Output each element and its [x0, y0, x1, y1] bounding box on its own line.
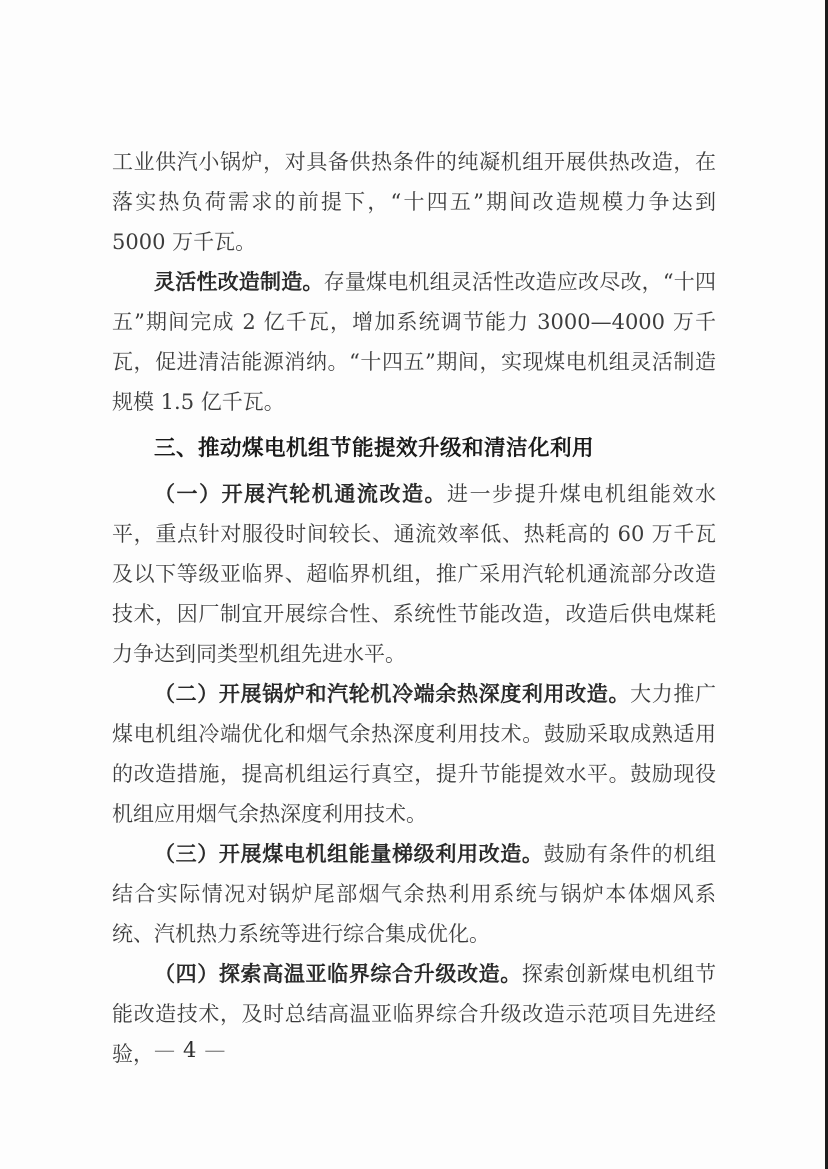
paragraph-item-3-body: 鼓励有条件的机组结合实际情况对锅炉尾部烟气余热利用系统与锅炉本体烟风系统、汽机热力系统等进行综合集成优化。 [112, 842, 717, 946]
paragraph-item-3-lead: （三）开展煤电机组能量梯级利用改造。 [154, 841, 544, 866]
paragraph-item-4-body: 探索创新煤电机组节能改造技术，及时总结高温亚临界综合升级改造示范项目先进经验， [112, 962, 717, 1066]
paragraph-flexibility-lead: 灵活性改造制造。 [154, 269, 324, 294]
paragraph-flexibility-body: 存量煤电机组灵活性改造应改尽改，“十四五”期间完成 2 亿千瓦，增加系统调节能力 3000—4000 万千瓦，促进清洁能源消纳。“十四五”期间，实现煤电机组灵活制造规模 1.5 亿千瓦。 [112, 270, 717, 414]
page-footer [146, 1036, 233, 1064]
page-number: 4 [183, 1038, 197, 1062]
paragraph-item-1-lead: （一）开展汽轮机通流改造。 [154, 481, 448, 506]
document-body [112, 142, 716, 1074]
paragraph-flexibility-retrofit [112, 262, 716, 422]
paragraph-item-1 [112, 474, 716, 674]
paragraph-item-3 [112, 834, 716, 954]
paragraph-item-1-body: 进一步提升煤电机组能效水平，重点针对服役时间较长、通流效率低、热耗高的 60 万千瓦及以下等级亚临界、超临界机组，推广采用汽轮机通流部分改造技术，因厂制宜开展综合性、系统性节能改造，改造后供电煤耗力争达到同类型机组先进水平。 [112, 482, 717, 666]
paragraph-item-4-lead: （四）探索高温亚临界综合升级改造。 [154, 961, 522, 986]
section-heading-three: 三、推动煤电机组节能提效升级和清洁化利用 [154, 436, 595, 460]
paragraph-item-2-body: 大力推广煤电机组冷端优化和烟气余热深度利用技术。鼓励采取成熟适用的改造措施，提高机组运行真空，提升节能提效水平。鼓励现役机组应用烟气余热深度利用技术。 [112, 682, 716, 826]
paragraph-item-2 [112, 674, 716, 834]
paragraph-heat-supply-retrofit: 工业供汽小锅炉，对具备供热条件的纯凝机组开展供热改造，在落实热负荷需求的前提下，“十四五”期间改造规模力争达到 5000 万千瓦。 [112, 150, 716, 254]
footer-dash-left: — [154, 1038, 175, 1062]
paragraph-item-2-lead: （二）开展锅炉和汽轮机冷端余热深度利用改造。 [154, 681, 631, 706]
footer-dash-right: — [204, 1038, 226, 1062]
